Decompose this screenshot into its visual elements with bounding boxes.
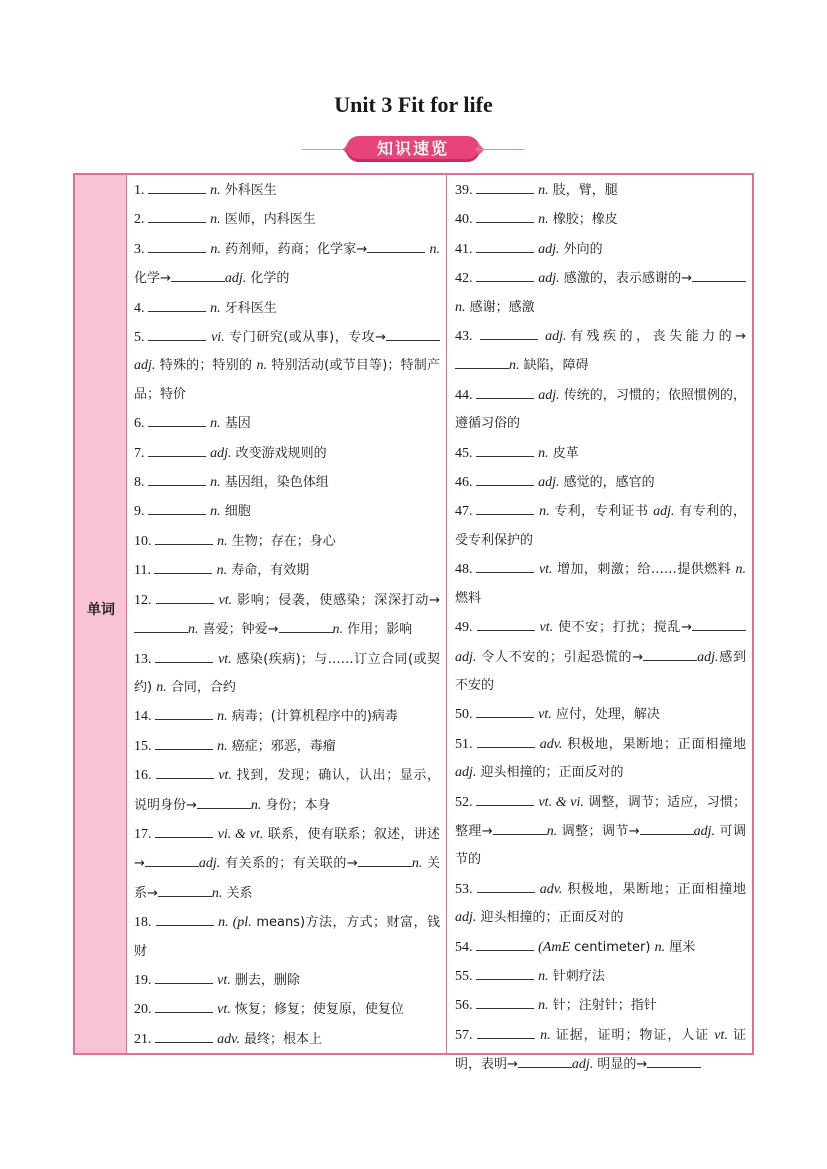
entry-definition: 针；注射针；指针 [548, 998, 657, 1014]
vocab-entry [134, 439, 440, 468]
part-of-speech: n. [735, 562, 747, 578]
entry-number: 54. [455, 939, 476, 955]
entry-definition: 应付，处理，解决 [551, 707, 660, 723]
entry-definition: 最终；根本上 [239, 1031, 322, 1047]
part-of-speech: vt. [217, 1002, 231, 1018]
entry-definition: 有关系的；有关联的→ [220, 856, 358, 872]
entry-definition: 专门研究(或从事)，专攻→ [224, 330, 387, 346]
entry-definition: 感谢；感激 [465, 299, 535, 315]
vocab-entry [134, 1025, 440, 1054]
part-of-speech: adj. [198, 856, 221, 872]
answer-blank[interactable] [386, 323, 440, 341]
entry-definition: 外科医生 [220, 183, 277, 198]
entry-definition: 有专利的，受专利保护的 [455, 504, 747, 548]
entry-definition: 化学的 [246, 271, 290, 287]
part-of-speech: vi. & vt. [217, 826, 264, 842]
entry-number: 53. [455, 881, 477, 897]
entry-definition: 联系，使有联系；叙述，讲述→ [134, 826, 440, 872]
answer-blank[interactable] [155, 645, 213, 663]
vocab-entry [455, 235, 746, 264]
vocab-entry [455, 497, 746, 555]
answer-blank[interactable] [493, 817, 547, 835]
answer-blank[interactable] [643, 643, 697, 661]
part-of-speech: n. [455, 299, 466, 315]
vocab-entry [134, 527, 440, 556]
banner-divider-right [476, 149, 524, 150]
entry-definition: 关系 [222, 885, 253, 901]
vocab-entry [455, 555, 746, 613]
vocab-entry [455, 962, 746, 991]
answer-blank[interactable] [148, 468, 206, 486]
answer-blank[interactable] [156, 908, 214, 926]
answer-blank[interactable] [155, 527, 213, 545]
part-of-speech: n. [210, 475, 221, 491]
part-of-speech: n. [538, 968, 549, 984]
answer-blank[interactable] [476, 933, 534, 951]
vocab-entry [134, 761, 440, 820]
entry-number: 1. [134, 183, 148, 198]
entry-number: 12. [134, 592, 156, 608]
part-of-speech: vt. [218, 592, 233, 608]
entry-definition: 缺陷，障碍 [519, 358, 589, 374]
entry-definition: means)方法，方式；财富，钱财 [134, 915, 440, 959]
part-of-speech: n. [540, 1027, 551, 1043]
answer-blank[interactable] [156, 761, 214, 779]
answer-blank[interactable] [476, 235, 534, 253]
vocab-entry [455, 613, 746, 700]
answer-blank[interactable] [692, 613, 746, 631]
entry-number: 8. [134, 475, 148, 491]
answer-blank[interactable] [171, 264, 225, 282]
part-of-speech: n. [411, 856, 423, 872]
entry-definition: 积极地，果断地；正面相撞地 [562, 881, 746, 897]
entry-definition: 厘米 [665, 939, 696, 955]
answer-blank[interactable] [197, 791, 251, 809]
entry-definition: 有残疾的，丧失能力的→ [566, 329, 746, 345]
vocab-entry [134, 995, 440, 1024]
part-of-speech: adj. [571, 1057, 594, 1073]
entry-definition: 病毒；(计算机程序中的)病毒 [227, 709, 398, 725]
entry-definition: 医师，内科医生 [220, 212, 316, 228]
part-of-speech: n. [538, 212, 549, 228]
part-of-speech: n. [216, 563, 228, 579]
vocab-entry [455, 991, 746, 1020]
vocab-entry [455, 205, 746, 234]
vocab-entry [455, 381, 746, 439]
answer-blank[interactable] [476, 176, 534, 194]
part-of-speech: adj. [455, 649, 477, 665]
answer-blank[interactable] [476, 439, 534, 457]
entry-definition: 外向的 [559, 241, 603, 257]
answer-blank[interactable] [477, 730, 535, 748]
entry-definition: 化学→ [134, 271, 171, 287]
entry-number: 7. [134, 445, 148, 461]
part-of-speech: n. [538, 445, 549, 461]
answer-blank[interactable] [155, 966, 213, 984]
vocab-entry [134, 468, 440, 497]
answer-blank[interactable] [155, 995, 213, 1013]
entry-number: 56. [455, 998, 476, 1014]
page-title: Unit 3 Fit for life [334, 92, 493, 117]
entry-definition: centimeter) [570, 939, 655, 955]
entry-number: 55. [455, 968, 476, 984]
answer-blank[interactable] [476, 264, 534, 282]
vocab-entry [134, 409, 440, 438]
entry-definition: 橡胶；橡皮 [548, 212, 618, 228]
entry-number: 18. [134, 915, 156, 931]
entry-number: 21. [134, 1031, 155, 1047]
part-of-speech: adj. [693, 823, 716, 839]
answer-blank[interactable] [640, 817, 694, 835]
part-of-speech: vt. [538, 562, 553, 578]
entry-definition: 证据，证明；物证，人证 [550, 1027, 715, 1043]
answer-blank[interactable] [692, 264, 746, 282]
entry-definition: 身份；本身 [261, 797, 331, 813]
answer-blank[interactable] [367, 235, 425, 253]
vocab-entry [134, 820, 440, 908]
part-of-speech: adj. [538, 475, 560, 491]
part-of-speech: n. [539, 504, 550, 520]
entry-definition: 寿命，有效期 [227, 563, 310, 579]
part-of-speech: adj. [538, 241, 560, 257]
answer-blank[interactable] [476, 468, 534, 486]
entry-definition: 改变游戏规则的 [231, 445, 327, 461]
vocab-entry [134, 205, 440, 234]
answer-blank[interactable] [476, 962, 534, 980]
entry-number: 46. [455, 475, 476, 491]
right-column [447, 175, 752, 1073]
answer-blank[interactable] [476, 205, 534, 223]
entry-definition: 针刺疗法 [548, 968, 605, 984]
entry-number: 11. [134, 563, 155, 579]
answer-blank[interactable] [145, 849, 199, 867]
entry-number: 4. [134, 300, 148, 316]
entry-number: 15. [134, 738, 155, 754]
vocab-entry [134, 294, 440, 323]
entry-number: 52. [455, 794, 477, 810]
answer-blank[interactable] [647, 1050, 701, 1068]
entry-definition: 调整，调节；适应，习惯；整理→ [455, 794, 746, 839]
entry-definition: 影响；侵袭，使感染；深深打动→ [232, 592, 440, 608]
part-of-speech: (AmE [538, 939, 571, 955]
part-of-speech: n. [538, 998, 549, 1014]
answer-blank[interactable] [480, 322, 538, 340]
entry-definition: 生物；存在；身心 [227, 533, 336, 549]
entry-number: 19. [134, 972, 155, 988]
entry-number: 3. [134, 241, 149, 257]
part-of-speech: n. [210, 212, 221, 228]
part-of-speech: vt. [714, 1027, 728, 1043]
vocab-entry [455, 439, 746, 468]
entry-number: 13. [134, 651, 156, 667]
entry-definition: 感到不安的 [455, 649, 746, 693]
section-banner [0, 134, 827, 164]
entry-definition: 皮革 [548, 445, 579, 461]
part-of-speech: n. [217, 533, 228, 549]
answer-blank[interactable] [155, 820, 213, 838]
part-of-speech: adj. [224, 271, 247, 287]
entry-definition: 删去，删除 [230, 972, 300, 988]
part-of-speech: adj. [538, 387, 560, 403]
vocab-entry [134, 323, 440, 409]
entry-number: 43. [455, 329, 480, 345]
entry-definition: 专利，专利证书 [549, 504, 654, 520]
entry-definition: 迎头相撞的；正面反对的 [476, 765, 624, 781]
left-column [127, 175, 447, 1053]
answer-blank[interactable] [148, 439, 206, 457]
answer-blank[interactable] [358, 849, 412, 867]
answer-blank[interactable] [476, 497, 534, 515]
entry-definition: 积极地，果断地；正面相撞地 [562, 736, 746, 752]
part-of-speech: n. [429, 241, 441, 257]
right-entry-list [447, 175, 752, 1080]
part-of-speech: n. [654, 939, 666, 955]
part-of-speech: adj. [210, 445, 232, 461]
entry-definition: 基因 [220, 416, 251, 432]
entry-definition: 合同，合约 [166, 679, 236, 695]
vocab-entry [455, 933, 746, 962]
entry-definition: 调整；调节→ [557, 823, 640, 839]
part-of-speech: n. [210, 504, 221, 520]
part-of-speech: n. [211, 885, 223, 901]
answer-blank[interactable] [148, 205, 206, 223]
part-of-speech: vi. [211, 330, 225, 346]
entry-definition: 使不安；打扰；搅乱→ [553, 620, 692, 636]
part-of-speech: adv. [539, 736, 563, 752]
entry-definition: 癌症；邪恶，毒瘤 [227, 738, 336, 754]
part-of-speech: n. [210, 241, 221, 257]
entry-definition: 找到，发现；确认，认出；显示，说明身份→ [134, 768, 441, 813]
answer-blank[interactable] [477, 875, 535, 893]
answer-blank[interactable] [476, 555, 534, 573]
entry-number: 50. [455, 707, 476, 723]
part-of-speech: vt. [217, 972, 231, 988]
part-of-speech: n. [210, 183, 221, 198]
entry-definition: 作用；影响 [343, 622, 413, 638]
part-of-speech: adj. [653, 504, 675, 520]
answer-blank[interactable] [279, 615, 333, 633]
entry-number: 42. [455, 271, 477, 287]
answer-blank[interactable] [148, 323, 206, 341]
side-label: 单词 [87, 602, 115, 618]
entry-definition: 恢复；修复；使复原，使复位 [230, 1002, 404, 1018]
answer-blank[interactable] [156, 586, 214, 604]
entry-number: 20. [134, 1002, 155, 1018]
entry-number: 16. [134, 768, 156, 784]
entry-definition: 特殊的；特别的 [155, 358, 257, 374]
answer-blank[interactable] [518, 1050, 572, 1068]
part-of-speech: adv. [217, 1031, 240, 1047]
entry-definition: 增加，刺激；给……提供燃料 [552, 562, 736, 578]
part-of-speech: n. [509, 358, 520, 374]
answer-blank[interactable] [477, 613, 535, 631]
answer-blank[interactable] [476, 991, 534, 1009]
vocab-entry [134, 556, 440, 585]
part-of-speech: n. [538, 183, 549, 198]
part-of-speech: vt. [538, 707, 552, 723]
entry-definition: 关系→ [134, 856, 440, 901]
entry-number: 40. [455, 212, 476, 228]
vocab-entry [134, 645, 440, 703]
part-of-speech: n. [332, 622, 344, 638]
answer-blank[interactable] [154, 556, 212, 574]
part-of-speech: n. [250, 797, 262, 813]
part-of-speech: adj. [455, 765, 477, 781]
entry-definition: 明显的→ [593, 1057, 648, 1073]
entry-definition: 特别活动(或节目等)；特制产品；特价 [134, 358, 441, 402]
vocab-entry [455, 264, 746, 322]
part-of-speech: vt. & vi. [538, 794, 584, 810]
part-of-speech: adv. [539, 881, 563, 897]
entry-number: 49. [455, 620, 477, 636]
vocab-entry [455, 1021, 746, 1080]
entry-number: 57. [455, 1027, 477, 1043]
part-of-speech: n. [188, 622, 199, 638]
vocab-entry [455, 788, 746, 875]
vocab-entry [455, 468, 746, 497]
part-of-speech: vt. [218, 768, 232, 784]
entry-number: 17. [134, 826, 156, 842]
entry-definition: 迎头相撞的；正面反对的 [476, 910, 624, 926]
answer-blank[interactable] [148, 497, 206, 515]
vocab-entry [455, 700, 746, 729]
answer-blank[interactable] [148, 409, 206, 427]
part-of-speech: adj. [545, 329, 567, 345]
vocab-entry [134, 908, 440, 966]
left-entry-list [127, 175, 446, 1054]
answer-blank[interactable] [155, 1025, 213, 1043]
vocab-entry [455, 730, 746, 788]
entry-definition: 传统的，习惯的；依照惯例的，遵循习俗的 [455, 387, 746, 432]
vocabulary-table [73, 173, 754, 1073]
part-of-speech: n. [156, 679, 167, 695]
entry-definition: 燃料 [455, 590, 482, 606]
vocab-entry [134, 586, 440, 645]
answer-blank[interactable] [476, 788, 534, 806]
answer-blank[interactable] [455, 351, 509, 369]
answer-blank[interactable] [476, 381, 534, 399]
entry-definition: 细胞 [220, 504, 251, 520]
entry-number: 39. [455, 183, 476, 198]
entry-number: 41. [455, 241, 476, 257]
answer-blank[interactable] [476, 700, 534, 718]
entry-definition: 药剂师，药商；化学家→ [220, 241, 368, 257]
part-of-speech: adj. [455, 910, 477, 926]
entry-number: 6. [134, 416, 148, 432]
answer-blank[interactable] [158, 879, 212, 897]
part-of-speech: adj. [697, 649, 719, 665]
part-of-speech: vt. [539, 620, 554, 636]
entry-definition: 基因组，染色体组 [220, 475, 329, 491]
answer-blank[interactable] [477, 1021, 535, 1039]
part-of-speech: n. [217, 738, 228, 754]
entry-definition: 感激的，表示感谢的→ [559, 271, 692, 287]
vocab-entry [134, 235, 440, 294]
entry-definition: 证明，表明→ [455, 1027, 746, 1073]
banner-label: 知识速览 [346, 136, 480, 162]
part-of-speech: vt. [218, 651, 232, 667]
vocab-entry [134, 702, 440, 731]
part-of-speech: n. [217, 709, 228, 725]
part-of-speech: n. [210, 416, 221, 432]
part-of-speech: n. [256, 358, 268, 374]
table-side-header [75, 175, 127, 1053]
entry-number: 5. [134, 330, 149, 346]
part-of-speech: n. [210, 300, 221, 316]
entry-definition: 感觉的，感官的 [559, 475, 655, 491]
part-of-speech: n. [546, 823, 558, 839]
entry-definition: 肢，臂，腿 [548, 183, 618, 198]
vocab-entry [455, 875, 746, 933]
part-of-speech: n. (pl. [218, 915, 252, 931]
entry-definition: 喜爱；钟爱→ [198, 622, 279, 638]
vocab-entry [455, 322, 746, 381]
entry-number: 48. [455, 562, 477, 578]
entry-number: 51. [455, 736, 477, 752]
entry-definition: 感染(疾病)；与……订立合同(或契约) [134, 651, 440, 695]
answer-blank[interactable] [148, 294, 206, 312]
entry-number: 14. [134, 709, 155, 725]
answer-blank[interactable] [148, 176, 206, 194]
entry-number: 44. [455, 387, 477, 403]
part-of-speech: adj. [538, 271, 560, 287]
entry-definition: 可调节的 [455, 823, 746, 868]
part-of-speech: adj. [134, 358, 156, 374]
vocab-entry [134, 966, 440, 995]
answer-blank[interactable] [148, 235, 206, 253]
vocab-entry [134, 497, 440, 526]
entry-number: 45. [455, 445, 476, 461]
entry-number: 10. [134, 533, 155, 549]
entry-definition: 牙科医生 [220, 300, 277, 316]
entry-number: 2. [134, 212, 148, 228]
entry-number: 47. [455, 504, 477, 520]
vocab-entry [134, 176, 440, 205]
answer-blank[interactable] [134, 615, 188, 633]
answer-blank[interactable] [155, 702, 213, 720]
vocab-entry [134, 732, 440, 761]
entry-definition: 令人不安的；引起恐慌的→ [476, 649, 644, 665]
vocab-entry [455, 176, 746, 205]
entry-number: 9. [134, 504, 148, 520]
answer-blank[interactable] [155, 732, 213, 750]
